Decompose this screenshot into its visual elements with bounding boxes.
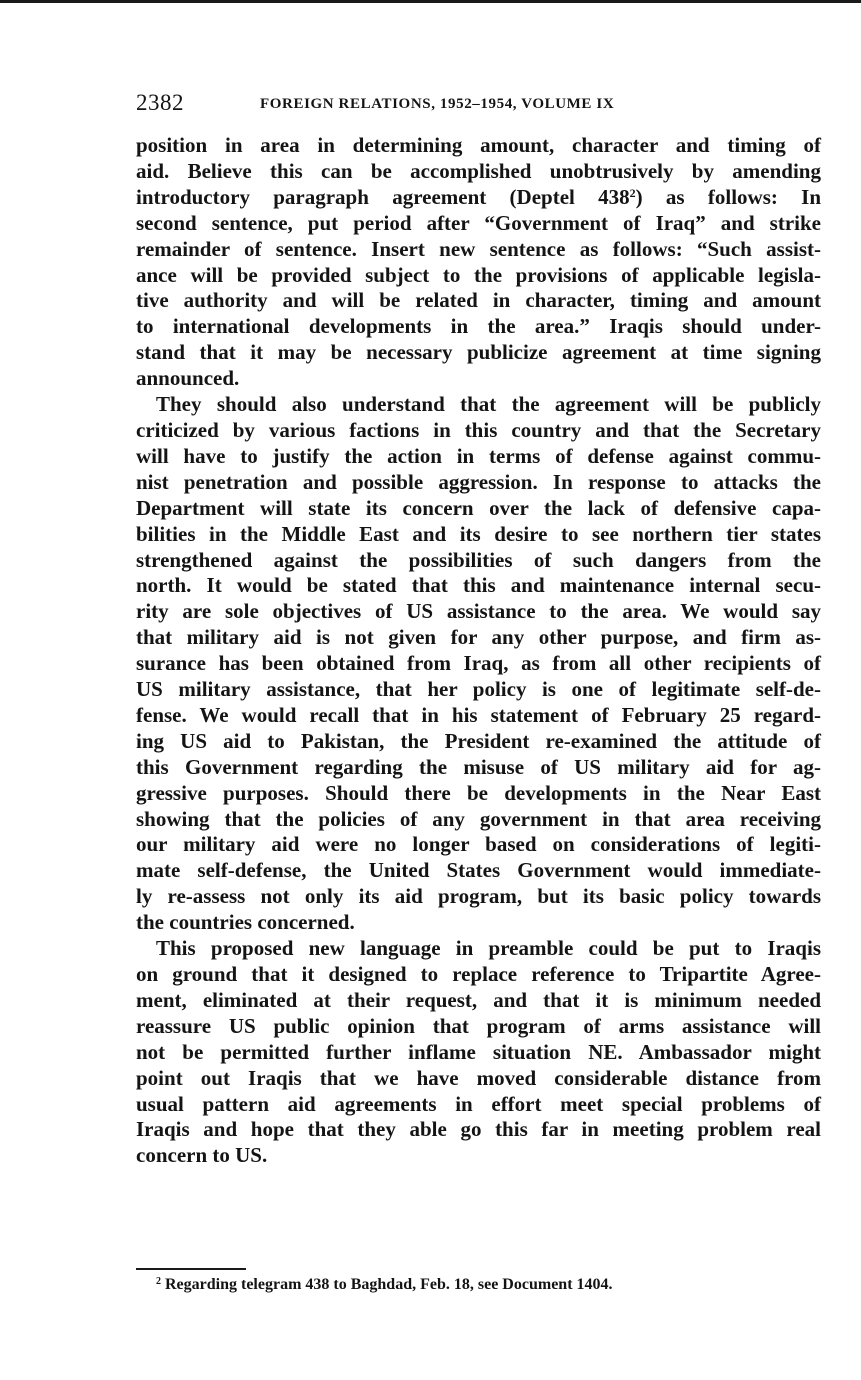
text-line: surance has been obtained from Iraq, as from all other recipients of [136, 651, 821, 676]
text-line: rity are sole objectives of US assistance to the area. We would say [136, 599, 821, 624]
text-line [136, 185, 821, 211]
text-line: the countries concerned. [136, 910, 355, 935]
footnote-reference: 2 [629, 185, 636, 200]
page-header [136, 88, 826, 118]
text-line: nist penetration and possible aggression. In response to attacks the [136, 469, 821, 494]
text-line: our military aid were no longer based on considerations of legiti- [136, 832, 821, 857]
text-line: stand that it may be necessary publicize agreement at time signing [136, 340, 821, 365]
text-segment: introductory paragraph agreement (Deptel 438 [136, 184, 630, 209]
text-line: will have to justify the action in terms of defense against commu- [136, 443, 821, 468]
text-line: this Government regarding the misuse of US military aid for ag- [136, 754, 821, 779]
text-line: concern to US. [136, 1143, 268, 1168]
footnote-rule [136, 1268, 246, 1270]
paragraph-2 [136, 392, 821, 936]
text-line: showing that the policies of any government in that area receiving [136, 806, 821, 831]
text-line: Iraqis and hope that they able go this far in meeting problem real [136, 1117, 821, 1142]
text-line: ment, eliminated at their request, and that it is minimum needed [136, 987, 821, 1012]
text-line: position in area in determining amount, character and timing of [136, 133, 821, 157]
text-line: They should also understand that the agreement will be publicly [156, 392, 821, 417]
text-line: gressive purposes. Should there be developments in the Near East [136, 780, 821, 805]
text-line: This proposed new language in preamble could be put to Iraqis [156, 936, 821, 961]
text-line: bilities in the Middle East and its desire to see northern tier states [136, 521, 821, 546]
running-head: FOREIGN RELATIONS, 1952–1954, VOLUME IX [260, 96, 615, 112]
footnote-marker: 2 [156, 1276, 161, 1287]
text-line: announced. [136, 366, 240, 391]
paragraph-3 [136, 936, 821, 1169]
text-line: that military aid is not given for any other purpose, and firm as- [136, 625, 821, 650]
text-line: usual pattern aid agreements in effort meet special problems of [136, 1091, 821, 1116]
text-line: ing US aid to Pakistan, the President re-examined the attitude of [136, 728, 821, 753]
text-line: ance will be provided subject to the provisions of applicable legisla- [136, 262, 821, 287]
text-line: Department will state its concern over the lack of defensive capa- [136, 495, 821, 520]
text-line: reassure US public opinion that program of arms assistance will [136, 1013, 821, 1038]
footnote-text: Regarding telegram 438 to Baghdad, Feb. 18, see Document 1404. [161, 1276, 613, 1293]
text-line: north. It would be stated that this and maintenance internal secu- [136, 573, 821, 598]
text-segment: ) as follows: In [635, 184, 822, 209]
text-line: on ground that it designed to replace reference to Tripartite Agree- [136, 962, 821, 986]
text-line: tive authority and will be related in character, timing and amount [136, 288, 821, 313]
text-line: point out Iraqis that we have moved considerable distance from [136, 1065, 821, 1090]
text-line: fense. We would recall that in his statement of February 25 regard- [136, 702, 821, 727]
text-line: not be permitted further inflame situation NE. Ambassador might [136, 1039, 821, 1064]
text-line: strengthened against the possibilities of such dangers from the [136, 547, 821, 572]
text-line: ly re-assess not only its aid program, but its basic policy towards [136, 884, 821, 909]
body-text [136, 133, 821, 1169]
text-line: US military assistance, that her policy is one of legitimate self-de- [136, 677, 821, 702]
paragraph-1 [136, 133, 821, 392]
text-line: mate self-defense, the United States Government would immediate- [136, 858, 821, 883]
text-line: aid. Believe this can be accomplished unobtrusively by amending [136, 158, 821, 183]
footnote [156, 1274, 613, 1296]
text-line: remainder of sentence. Insert new sentence as follows: “Such assist- [136, 236, 821, 261]
top-edge-rule [0, 0, 861, 3]
text-line: criticized by various factions in this country and that the Secretary [136, 417, 821, 442]
text-line: to international developments in the area.” Iraqis should under- [136, 314, 821, 339]
page-number: 2382 [136, 90, 184, 115]
text-line: second sentence, put period after “Government of Iraq” and strike [136, 210, 821, 235]
